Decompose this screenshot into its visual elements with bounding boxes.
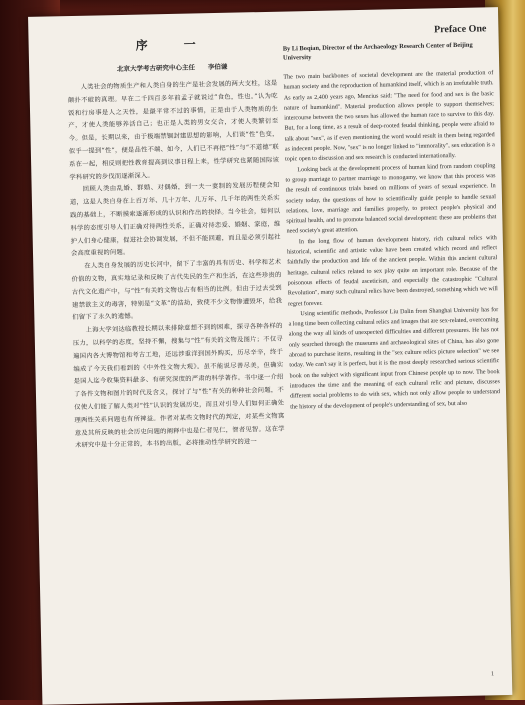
chinese-paragraph: 人类社会的物质生产和人类自身的生产是社会发展的两大支柱，这是颠扑不破的真理。早在二千四百多年前孟子就说过“食色，性也。”认为吃饭和行房事是人之天性，是最平常不过的事情，正是由于人类物质的生产，才使人类能够养活自己；也正是人类的男女交合，才使人类繁衍至今。但是，长期以来，由于极端禁锢封建思想的影响，人们谈“性”色变，似乎一提到“性”，便是品性不端、如今，人们已不再把“性”与“不道德”联系在一起，相反则把性教育提高到议事日程上来，性学研究也紧随国际该学科研究的步伐而逐渐深入。 bbox=[67, 79, 280, 181]
document-page bbox=[28, 7, 512, 705]
chinese-paragraph: 回顾人类由乱婚、群婚、对偶婚，到一夫一妻制的发展历程便会知道，这是人类自身在上百万年、几十万年、几万年、几千年的两性关系实践的基础上，不断摸索逐渐形成的认识和作出的抉择。当今社会，如何以科学的态度引导人们正确对待两性关系，正确对待恋爱、婚姻、家庭，维护人们身心健康，促进社会协调发展，不但不能回避，而且是必须引起社会高度重视的问题。 bbox=[69, 182, 281, 258]
chinese-paragraph: 上海大学刘达临教授长期以来排除意想不到的困难，探寻各种各样的压力，以科学的态度，坚持不懈，搜集与“性”有关的文物及图片；不仅寻遍国内各大博物馆和考古工地，还远涉重洋到国外购买，历尽辛辛，终于编成了今天我们看到的《中外性文物大观》。虽不能说尽善尽美，但确实是国人迄今收集资料最多、有研究深度的严肃的科学著作。书中逐一介绍了各件文物和图片的时代及含义，探讨了与“性”有关的种种社会问题，不仅使人们能了解人类对“性”认识的发展历史，而且对引导人们如何正确处理两性关系问题也有所裨益。作者对某些文物时代的判定，对某些文物寓意及其所反映的社会历史问题的阐释中也是仁者见仁，智者见智。这在学术研究中是十分正常的，本书的出版，必将推动性学研究的进一 bbox=[72, 322, 285, 450]
english-paragraph: Using scientific methods, Professor Liu Dalin from Shanghai University has for a long time been collecting cultural relics and images that are sex-related, overcoming along the way all kinds of unexpected difficulties and different pressures. He has not only searched through the museums and archaeological sites of China, has also gone abroad to purchase items, resulting in the "sex culture relics picture selection" we see today. We can't say it is perfect, but it is the most deeply researched serious scientific book on the subject with significant input from Chinese people up to now. The book introduces the time and the meaning of each cultural relic and picture, discusses different social problems to do with sex, which not only allow people to understand the history of the development of people's understanding of sex, but also bbox=[288, 306, 501, 411]
page-number: 1 bbox=[490, 671, 494, 678]
english-paragraph: The two main backbones of societal development are the material production of human society and the reproduction of humankind itself, which is an irrefutable truth. As early as 2,400 years ago, Mencius said: "The need for food and sex is the basic nature of humankind". Material production allows people to support themselves; intercourse between the two sexes has allowed the human race to survive to this day. But, for a long time, as a result of deep-rooted feudal thinking, people were afraid to talk about "sex", as if even mentioning the word would result in them being regarded as indecent people. Now, "sex" is no longer linked to "immorality", sex education is a topic open to discussion and sex research is conducted internationally. bbox=[283, 70, 495, 163]
chinese-title: 序 一 bbox=[135, 37, 208, 53]
chinese-byline: 北京大学考古研究中心主任 李伯谦 bbox=[116, 62, 228, 74]
english-paragraph: In the long flow of human development history, rich cultural relics with historical, scientific and artistic value have been created which record and reflect faithfully the production and life of the ancient people. Within this ancient cultural heritage, cultural relics related to sex play quite an important role. Because of the poisonous effects of feudal asceticism, and especially the catastrophic "Cultural Revolution", many such cultural relics have been destroyed, something which we will regret forever. bbox=[286, 234, 498, 308]
english-preface-column bbox=[282, 17, 506, 681]
english-byline: By Li Boqian, Director of the Archaeology Research Center of Beijing University bbox=[282, 41, 473, 62]
chinese-paragraph: 在人类自身发展的历史长河中，留下了丰富的具有历史、科学和艺术价值的文物，真实地记录和反映了古代先民的生产和生活，在这些珍贵的古代文化遗产中，与“性”有关的文物也占有相当的比例。但由于过去受到建禁欲主义的毒害，特别是“文革”的浩劫，致使不少文物惨遭毁坏，给我们留下了永久的遗憾。 bbox=[71, 258, 283, 322]
english-paragraph: Looking back at the development process of human kind from random coupling to group marriage to partner marriage to monogamy, we know that this process was the result of continuous trials based on millions of years of sexual experience. In society today, the questions of how to scientifically guide people to handle sexual relations, love, marriage and families properly, to protect people's physical and spiritual health, and to promote balanced social development: these are problems that need society's great attention. bbox=[285, 162, 497, 236]
chinese-preface-column bbox=[66, 32, 289, 676]
english-title: Preface One bbox=[434, 23, 487, 36]
